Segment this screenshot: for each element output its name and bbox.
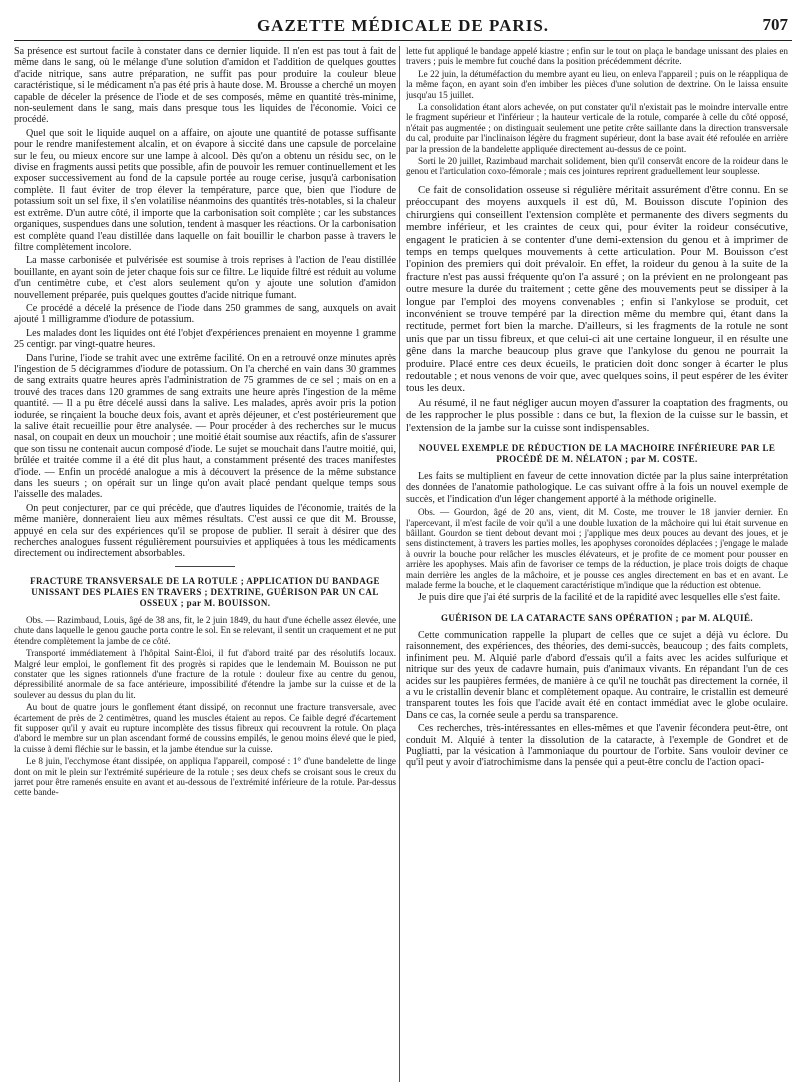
paragraph: Ce fait de consolidation osseuse si régulière méritait assurément d'être connu. En se préoccupant des moyens auxquels il est dû, M. Bouisson discute l'opinion des chirurgiens qui conseillent l'extension complète et permanente des divers segments du membre inférieur, et les craintes de ceux qui, pour éviter la roideur consécutive, engagent le praticien à se contenter d'une demi-extension du genou et à imprimer de temps en temps quelques mouvements à cette articulation. Pour M. Bouisson c'est l'opinion des premiers qui doit prévaloir. En effet, la roideur du genou à la suite de la fracture n'est pas aussi fréquente qu'on l'a assuré ; on la prévient en ne prolongeant pas outre mesure la durée du traitement ; cette gêne des mouvements peut se dissiper à la longue par l'emploi des moyens convenables ; enfin si l'ankylose se produit, cet inconvénient se trouve tempéré par la direction même du membre qui, étant dans la rectitude, permet fort bien la marche. D'ailleurs, si les fragments de la rotule ne sont unis que par un tissu fibreux, et que celui-ci ait une certaine longueur, il en résulte une gêne dans la marche beaucoup plus grave que l'ankylose du genou ne pourrait la produire. Placé entre ces deux écueils, le praticien doit donc songer à écarter le plus redoutable ; et nous venons de voir que, avec quelques soins, il peut espérer de les éviter tous les deux. [406, 183, 788, 395]
paragraph: Sa présence est surtout facile à constater dans ce dernier liquide. Il n'en est pas tout à fait de même dans le sang, où le mélange d'une solution d'amidon et l'addition de quelques gouttes d'acide nitrique, sans autre préparation, ne suffit pas pour produire la couleur bleue caractéristique, si le médicament n'a pas été pris à haute dose. M. Brousse a cherché un moyen capable de déceler la présence de l'iode et de ses composés, même en quantité très-minime, non-seulement dans le sang, mais dans presque tous les liquides de l'économie. Voici ce procédé. [14, 46, 396, 126]
paragraph: lette fut appliqué le bandage appelé kiastre ; enfin sur le tout on plaça le bandage unissant des plaies en travers ; puis le membre fut couché dans la position précédemment décrite. [406, 46, 788, 67]
left-column [14, 46, 396, 1082]
paragraph: Ces recherches, très-intéressantes en elles-mêmes et que l'avenir fécondera peut-être, ont conduit M. Alquié à tenter la dissolution de la cataracte, à l'exemple de Gondret et de Pugliatti, par la vésication à l'ammoniaque du pourtour de l'orbite. Sans vouloir deviner ce qu'il peut y avoir d'iatrochimisme dans la pensée qui a peut-être conclu de l'action opaci- [406, 723, 788, 769]
paragraph: Quel que soit le liquide auquel on a affaire, on ajoute une quantité de potasse suffisante pour le rendre manifestement alcalin, et on évapore à siccité dans une capsule de porcelaine sur le feu, ou mieux encore sur une lampe à alcool. Dès qu'on a obtenu un résidu sec, on le divise en fragments aussi petits que possible, afin de pouvoir les remuer continuellement et les exposer successivement au fond de la capsule portée au rouge cerise, jusqu'à carbonisation complète. Il faut éviter de trop élever la température, parce que, bien que l'iodure de potassium soit un sel fixe, il s'en volatilise néanmoins des quantités très-notables, si la chaleur est extrême. D'un autre côté, il importe que la carbonisation soit complète ; car les substances organiques, suspendues dans une solution, tendent à masquer les réactions. Or la carbonisation est complète quand l'eau distillée dans laquelle on fait bouillir le charbon passe à travers le filtre complètement incolore. [14, 127, 396, 253]
paragraph: Le 8 juin, l'ecchymose étant dissipée, on appliqua l'appareil, composé : 1° d'une bandelette de linge dont on mit le plein sur l'extrémité supérieure de la rotule ; ses deux chefs se croisant sous le creux du jarret pour être ramenés ensuite en avant et au-dessous de l'extrémité inférieure de la rotule. Par-dessus cette bande- [14, 756, 396, 798]
article-heading: NOUVEL EXEMPLE DE RÉDUCTION DE LA MACHOIRE INFÉRIEURE PAR LE PROCÉDÉ DE M. NÉLATON ; par M. COSTE. [418, 443, 776, 464]
paragraph: Au bout de quatre jours le gonflement étant dissipé, on reconnut une fracture transversale, avec écartement de près de 2 centimètres, quand les muscles étaient au repos. Ce faible degré d'écartement fit supposer qu'il y avait eu rupture incomplète des tissus fibreux qui recouvrent la rotule. On plaça d'abord le membre sur un plan ascendant formé de coussins empilés, le genou moins élevé que le pied, la cuisse à demi fléchie sur le bassin, et la jambe étendue sur la cuisse. [14, 702, 396, 754]
column-rule [399, 46, 400, 1082]
article-heading: FRACTURE TRANSVERSALE DE LA ROTULE ; APPLICATION DU BANDAGE UNISSANT DES PLAIES EN TRAVERS ; DEXTRINE, GUÉRISON PAR UN CAL OSSEUX ; par M. BOUISSON. [30, 575, 380, 608]
paragraph: Cette communication rappelle la plupart de celles que ce sujet a déjà vu éclore. Du raisonnement, des expériences, des théories, des demi-succès, beaucoup ; des faits complets, infiniment peu. M. Alquié parle d'abord d'essais qu'il a faits avec les acides sulfurique et nitrique sur des yeux de cadavre humain, puis d'animaux vivants. En répandant l'un de ces acides sur les paupières fermées, de manière à ce qu'il ne touchât pas directement la cornée, il a vu le cristallin devenir blanc et complètement opaque. Au contraire, le cristallin est demeuré transparent toutes les fois que l'acide avait été en contact immédiat avec le globe oculaire. Dans ce cas, la cornée seule a perdu sa transparence. [406, 629, 788, 721]
paragraph: Sorti le 20 juillet, Razimbaud marchait solidement, bien qu'il conservât encore de la roideur dans le genou et l'articulation coxo-fémorale ; mais ces jointures reprirent graduellement leur souplesse. [406, 156, 788, 177]
page-header [14, 10, 792, 41]
paragraph: Dans l'urine, l'iode se trahit avec une extrême facilité. On en a retrouvé onze minutes après l'ingestion de 5 décigrammes d'iodure de potassium. On l'a cherché en vain dans 30 grammes de sang extraits quatre heures après l'administration de 75 grammes de ce sel ; mais on en a trouvé des traces dans 120 grammes de sang extraits une heure après l'ingestion de la même quantité. — Il a pu être décelé aussi dans la salive. Les malades, après avoir pris la potion iodurée, se rinçaient la bouche deux fois, avant et après déjeuner, et c'est postérieurement que la salive était recueillie pour être analysée. — Pour procéder à des recherches sur le mucus nasal, on coupait en deux un mouchoir ; une moitié était soumise aux réactifs, afin de s'assurer que son tissu ne contenait aucun composé d'iode. Le sujet se mouchait dans l'autre moitié, qui, brûlée et traitée comme il a été dit plus haut, a constamment présenté des traces manifestes d'iode. — Enfin un procédé analogue a mis à découvert la présence de la même substance dans les sueurs ; on opérait sur un linge qu'on avait placé pendant quelque temps sous l'aisselle des malades. [14, 352, 396, 501]
right-column [406, 46, 788, 1082]
observation-paragraph: Obs. — Razimbaud, Louis, âgé de 38 ans, fit, le 2 juin 1849, du haut d'une échelle assez élevée, une chute dans laquelle le genou gauche porta contre le sol. En se relevant, il sentit un craquement et ne put étendre complètement la jambe de ce côté. [14, 614, 396, 646]
paragraph: Transporté immédiatement à l'hôpital Saint-Éloi, il fut d'abord traité par des résolutifs locaux. Malgré leur emploi, le gonflement fit des progrès si rapides que le lendemain M. Bouisson ne put constater que les signes rationnels d'une fracture de la rotule : douleur fixe au centre du genou, dépressibilité anormale de sa face antérieure, impossibilité d'étendre la jambe sur la cuisse et de la soulever au dessus du plan du lit. [14, 648, 396, 700]
paragraph: Les faits se multiplient en faveur de cette innovation dictée par la plus saine interprétation des données de l'anatomie pathologique. Le cas suivant offre à la fois un nouvel exemple de succès, et l'indication d'un léger changement apporté à la méthode originelle. [406, 471, 788, 505]
paragraph: Ce procédé a décelé la présence de l'iode dans 250 grammes de sang, auxquels on avait ajouté 1 milligramme d'iodure de potassium. [14, 302, 396, 326]
paragraph: Au résumé, il ne faut négliger aucun moyen d'assurer la coaptation des fragments, ou de les rapprocher le plus possible : dans ce but, la flexion de la cuisse sur le bassin, et l'extension de la jambe sur la cuisse sont indispensables. [406, 396, 788, 434]
paragraph: Je puis dire que j'ai été surpris de la facilité et de la rapidité avec lesquelles elle s'est faite. [418, 592, 781, 604]
paragraph: Le 22 juin, la détuméfaction du membre ayant eu lieu, on enleva l'appareil ; puis on le réappliqua de la même façon, en ayant soin d'en imbiber les pièces d'une solution de dextrine. On le laissa ensuite jusqu'au 15 juillet. [406, 68, 788, 100]
page-number: 707 [762, 15, 788, 34]
separator [175, 566, 235, 567]
paragraph: On peut conjecturer, par ce qui précède, que d'autres liquides de l'économie, traités de la même manière, donneraient lieu aux mêmes résultats. C'est aussi ce que dit M. Brousse, appuyé en cela sur des expériences qu'il se propose de publier. Il serait à désirer que des recherches analogues fussent régulièrement poursuivies et appliquées à tous les médicaments directement ou indirectement absorbables. [14, 502, 396, 560]
paragraph: La masse carbonisée et pulvérisée est soumise à trois reprises à l'action de l'eau distillée bouillante, en ayant soin de jeter chaque fois sur ce filtre. Le liquide filtré est réduit au volume d'un centimètre cube, et c'est alors seulement qu'on y ajoute une solution d'amidon nouvellement préparée, puis quelques gouttes d'acide nitrique fumant. [14, 255, 396, 301]
paragraph: La consolidation étant alors achevée, on put constater qu'il n'existait pas le moindre intervalle entre le fragment supérieur et l'inférieur ; la hauteur verticale de la rotule, comparée à celle du côté opposé, n'était pas augmentée ; on distinguait seulement une petite crête saillante dans la direction transversale du cal, produite par l'inclinaison légère du fragment supérieur, dont la base avait été refoulée en arrière par la pression de la bandelette appliquée directement au-dessus de ce point. [406, 102, 788, 154]
paragraph: Les malades dont les liquides ont été l'objet d'expériences prenaient en moyenne 1 gramme 25 centigr. par vingt-quatre heures. [14, 327, 396, 351]
article-heading: GUÉRISON DE LA CATARACTE SANS OPÉRATION ; par M. ALQUIÉ. [440, 612, 754, 623]
observation-paragraph: Obs. — Gourdon, âgé de 20 ans, vient, dit M. Coste, me trouver le 18 janvier dernier. En l'apercevant, il m'est facile de voir qu'il a une double luxation de la mâchoire qui lui était survenue en bâillant. Gourdon se tient debout devant moi ; j'applique mes deux pouces au devant des joues, et je sens distinctement, à travers les parties molles, les apophyses coronoïdes déplacées ; j'engage le malade à ouvrir la bouche pour relâcher les muscles élévateurs, et je profite de ce moment pour pousser en arrière les apophyses. Mais afin de favoriser ce temps de la réduction, je place trois doigts de chaque main derrière les angles de la mâchoire, et je pousse ces angles directement en bas et en avant. Le malade ferme la bouche, et le claquement caractéristique m'indique que la réduction est obtenue. [406, 507, 788, 591]
running-title: GAZETTE MÉDICALE DE PARIS. [256, 16, 550, 35]
